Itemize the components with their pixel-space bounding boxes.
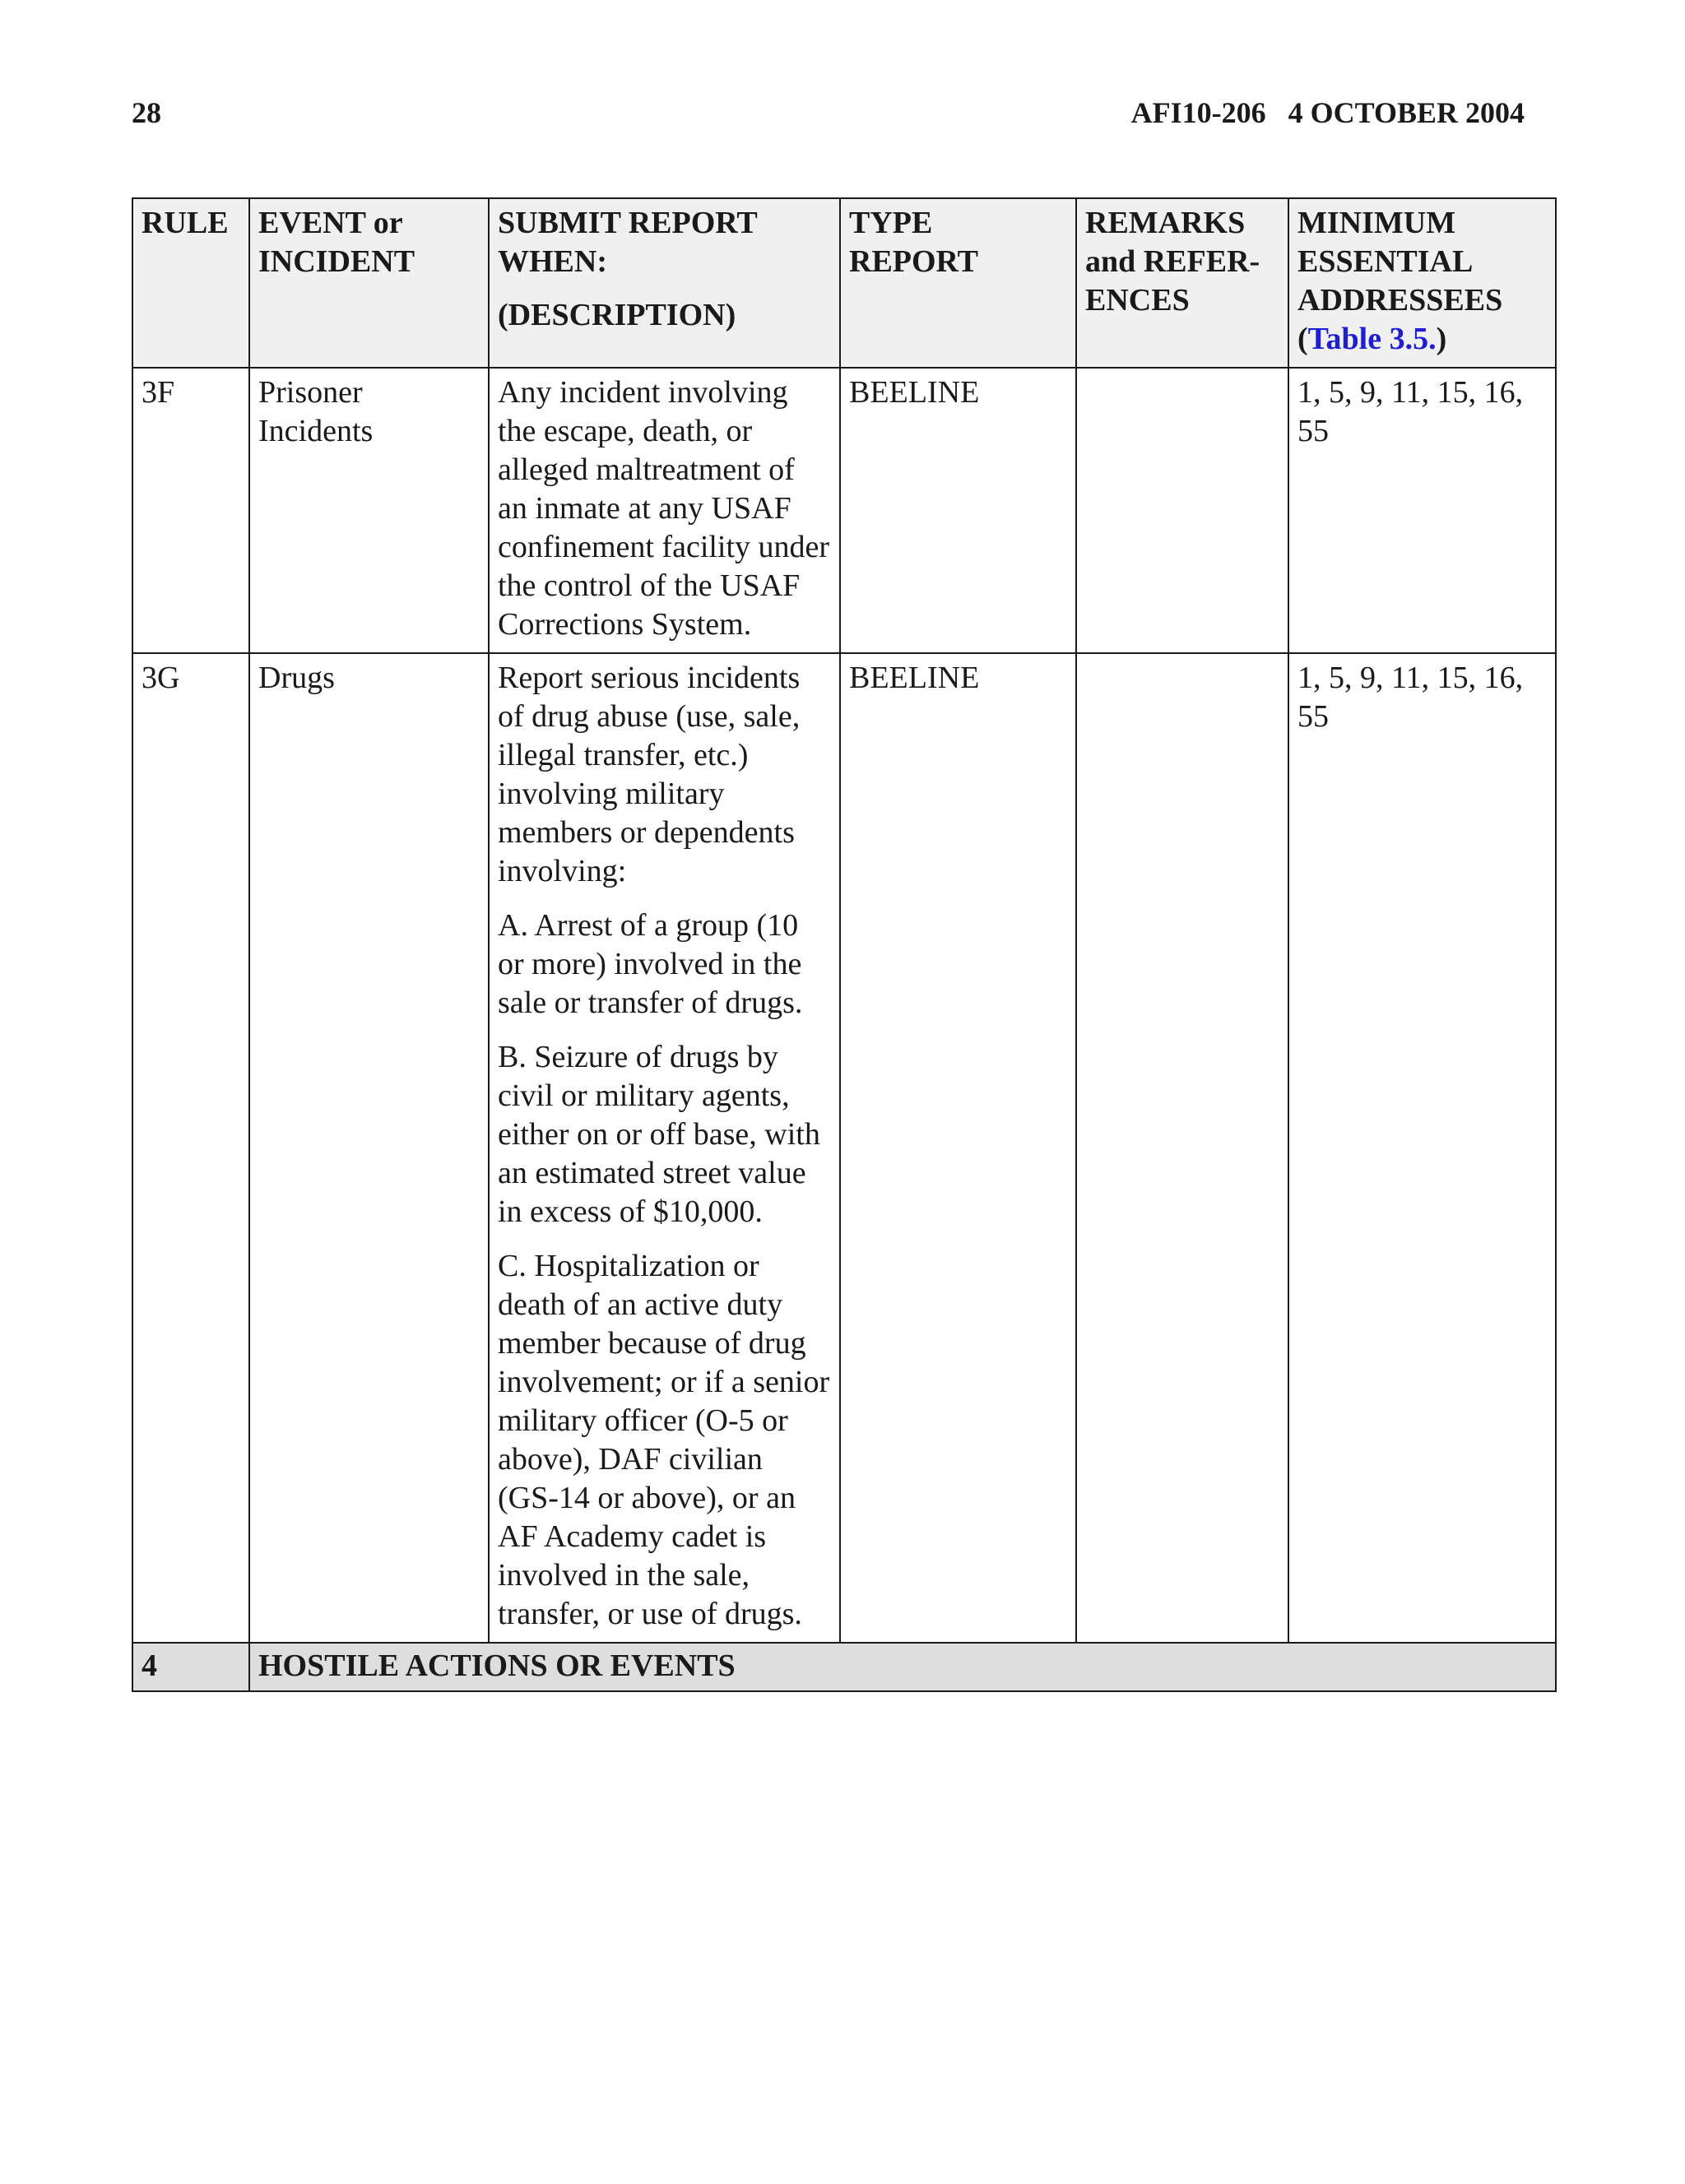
description-paragraph: Any incident involving the escape, death, or alleged maltreatment of an inmate at any USAF confinement facility under the control of the USAF Corrections System. [498,375,830,642]
table-header-row [132,198,1556,368]
rule-cell: 3G [132,653,249,1643]
description-paragraph: B. Seizure of drugs by civil or military agents, either on or off base, with an estimated street value in excess of $10,000. [498,1040,820,1229]
section-row [132,1643,1556,1691]
document-reference: AFI10-206 4 OCTOBER 2004 [1130,96,1525,129]
header-remarks: REMARKS and REFER- ENCES [1076,198,1288,368]
event-cell: Drugs [249,653,489,1643]
description-paragraph: Report serious incidents of drug abuse (use, sale, illegal transfer, etc.) involving military members or dependents involving: [498,661,801,888]
remarks-cell [1076,368,1288,653]
table-row [132,653,1556,1643]
table-row [132,368,1556,653]
event-cell: Prisoner Incidents [249,368,489,653]
table-3-5-link[interactable]: Table 3.5. [1307,322,1437,356]
description-paragraph: C. Hospitalization or death of an active duty member because of drug involvement; or if a senior military officer (O-5 or above), DAF civilian (GS-14 or above), or an AF Academy cadet is involved in the sale, transfer, or use of drugs. [498,1249,830,1631]
header-addressees: MINIMUM ESSENTIAL ADDRESSEES (Table 3.5.) [1288,198,1556,368]
type-cell: BEELINE [840,368,1076,653]
rule-cell: 3F [132,368,249,653]
addressees-cell: 1, 5, 9, 11, 15, 16, 55 [1288,368,1556,653]
section-title: HOSTILE ACTIONS OR EVENTS [249,1643,1556,1691]
section-rule-cell: 4 [132,1643,249,1691]
page-number: 28 [132,96,161,129]
description-paragraph: A. Arrest of a group (10 or more) involved in the sale or transfer of drugs. [498,908,803,1020]
header-type-report: TYPE REPORT [840,198,1076,368]
header-description-label: (DESCRIPTION) [498,298,736,332]
page-header [132,92,1525,133]
header-event: EVENT or INCIDENT [249,198,489,368]
description-cell [489,653,840,1643]
header-rule: RULE [132,198,249,368]
remarks-cell [1076,653,1288,1643]
addressees-cell: 1, 5, 9, 11, 15, 16, 55 [1288,653,1556,1643]
report-rules-table [132,197,1557,1692]
header-submit-report: SUBMIT REPORT WHEN: (DESCRIPTION) [489,198,840,368]
description-cell [489,368,840,653]
type-cell: BEELINE [840,653,1076,1643]
